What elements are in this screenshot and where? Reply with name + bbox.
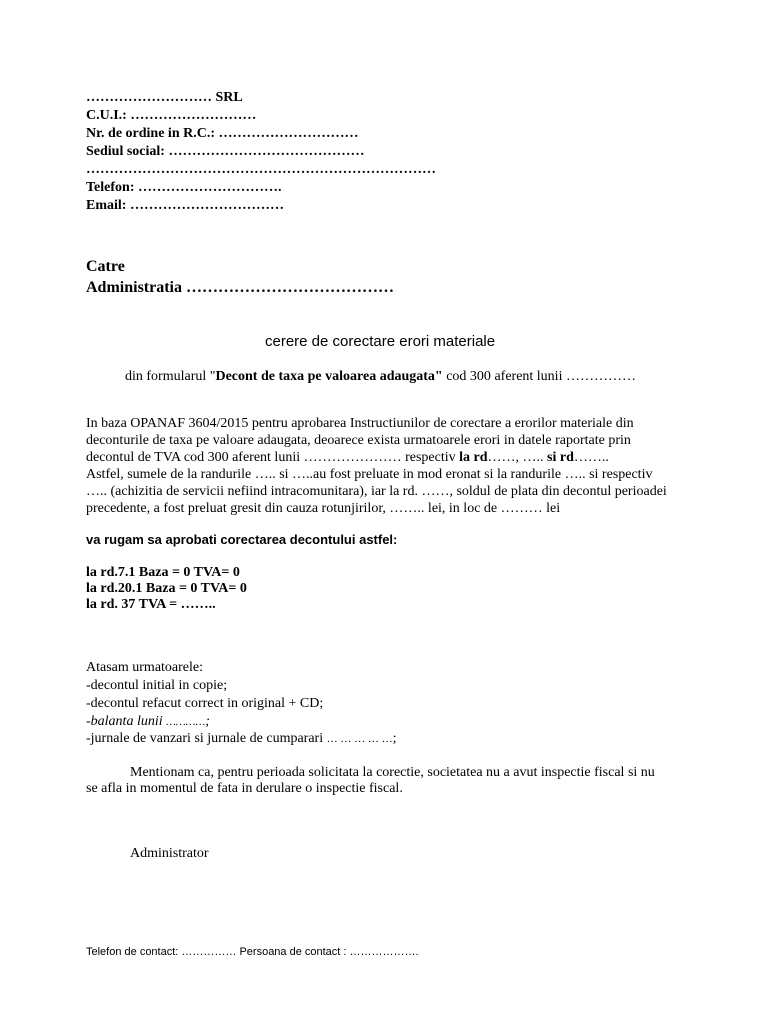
body-line-4: Astfel, sumele de la randurile ….. si …..au fost preluate in mod eronat si la randurile ….. si respectiv — [86, 467, 653, 482]
company-phone-line: Telefon: …………………………. — [86, 180, 282, 195]
mention-line-2: se afla in momentul de fata in derulare o inspectie fiscal. — [86, 781, 403, 796]
subtitle-cod: cod 300 — [442, 369, 491, 384]
body-line-3-dots: ……, ….. — [487, 450, 548, 465]
attachment-item-3-text: -balanta lunii — [86, 714, 167, 729]
attachment-item-4-dots: … … … … … — [326, 733, 393, 745]
attachment-item-2: -decontul refacut correct in original + CD; — [86, 696, 324, 711]
attachment-item-4-text: -jurnale de vanzari si jurnale de cumparari — [86, 731, 327, 746]
company-email-line: Email: …………………………… — [86, 198, 284, 213]
company-address-line-2: ………………………………………………………………… — [86, 162, 436, 177]
request-heading: va rugam sa aprobati corectarea decontului astfel: — [86, 532, 398, 547]
attachment-item-1: -decontul initial in copie; — [86, 678, 228, 693]
company-registration-line: Nr. de ordine in R.C.: ………………………… — [86, 126, 359, 141]
recipient-administration: Administratia ………………………………… — [86, 279, 394, 296]
body-line-2: deconturile de taxa pe valoare adaugata, deoarece exista urmatoarele erori in datele raportate prin — [86, 433, 631, 448]
company-name-line: ……………………… SRL — [86, 90, 243, 105]
correction-line-2: la rd.20.1 Baza = 0 TVA= 0 — [86, 581, 247, 596]
signature-label: Administrator — [130, 846, 209, 861]
body-line-1: In baza OPANAF 3604/2015 pentru aprobarea Instructiunilor de corectare a erorilor materiale din — [86, 416, 634, 431]
subtitle-prefix: din formularul " — [125, 369, 216, 384]
body-line-3 — [86, 450, 609, 466]
recipient-to: Catre — [86, 258, 125, 275]
subtitle-suffix: aferent lunii …………… — [490, 369, 636, 384]
company-address-line: Sediul social: …………………………………… — [86, 144, 365, 159]
attachment-item-4 — [86, 731, 397, 747]
contact-footer: Telefon de contact: …………… Persoana de contact : ………………. — [86, 946, 419, 958]
body-line-3-text: decontul de TVA cod 300 aferent lunii ………………… respectiv — [86, 450, 460, 465]
attachment-item-3-end: ; — [205, 714, 210, 729]
attachment-item-3 — [86, 714, 210, 730]
mention-line-1: Mentionam ca, pentru perioada solicitata la corectie, societatea nu a avut inspectie fiscal si nu — [130, 765, 655, 780]
attachments-heading: Atasam urmatoarele: — [86, 660, 204, 675]
subtitle-form-name: Decont de taxa pe valoarea adaugata" — [215, 369, 443, 384]
body-line-3-si-rd: si rd — [547, 450, 574, 465]
correction-line-1: la rd.7.1 Baza = 0 TVA= 0 — [86, 565, 240, 580]
correction-line-3: la rd. 37 TVA = …….. — [86, 597, 216, 612]
document-subtitle — [125, 369, 636, 385]
body-line-3-end: …….. — [573, 450, 609, 465]
body-line-3-rd: la rd — [459, 450, 488, 465]
attachment-item-3-dots: ………… — [166, 716, 206, 728]
attachment-item-4-end: ; — [392, 731, 397, 746]
company-cui-line: C.U.I.: ……………………… — [86, 108, 257, 123]
document-title: cerere de corectare erori materiale — [265, 333, 496, 350]
body-line-6: precedente, a fost preluat gresit din cauza rotunjirilor, …….. lei, in loc de ……… lei — [86, 501, 561, 516]
body-line-5: ….. (achizitia de servicii nefiind intracomunitara), iar la rd. ……, soldul de plata din decontul perioadei — [86, 484, 667, 499]
